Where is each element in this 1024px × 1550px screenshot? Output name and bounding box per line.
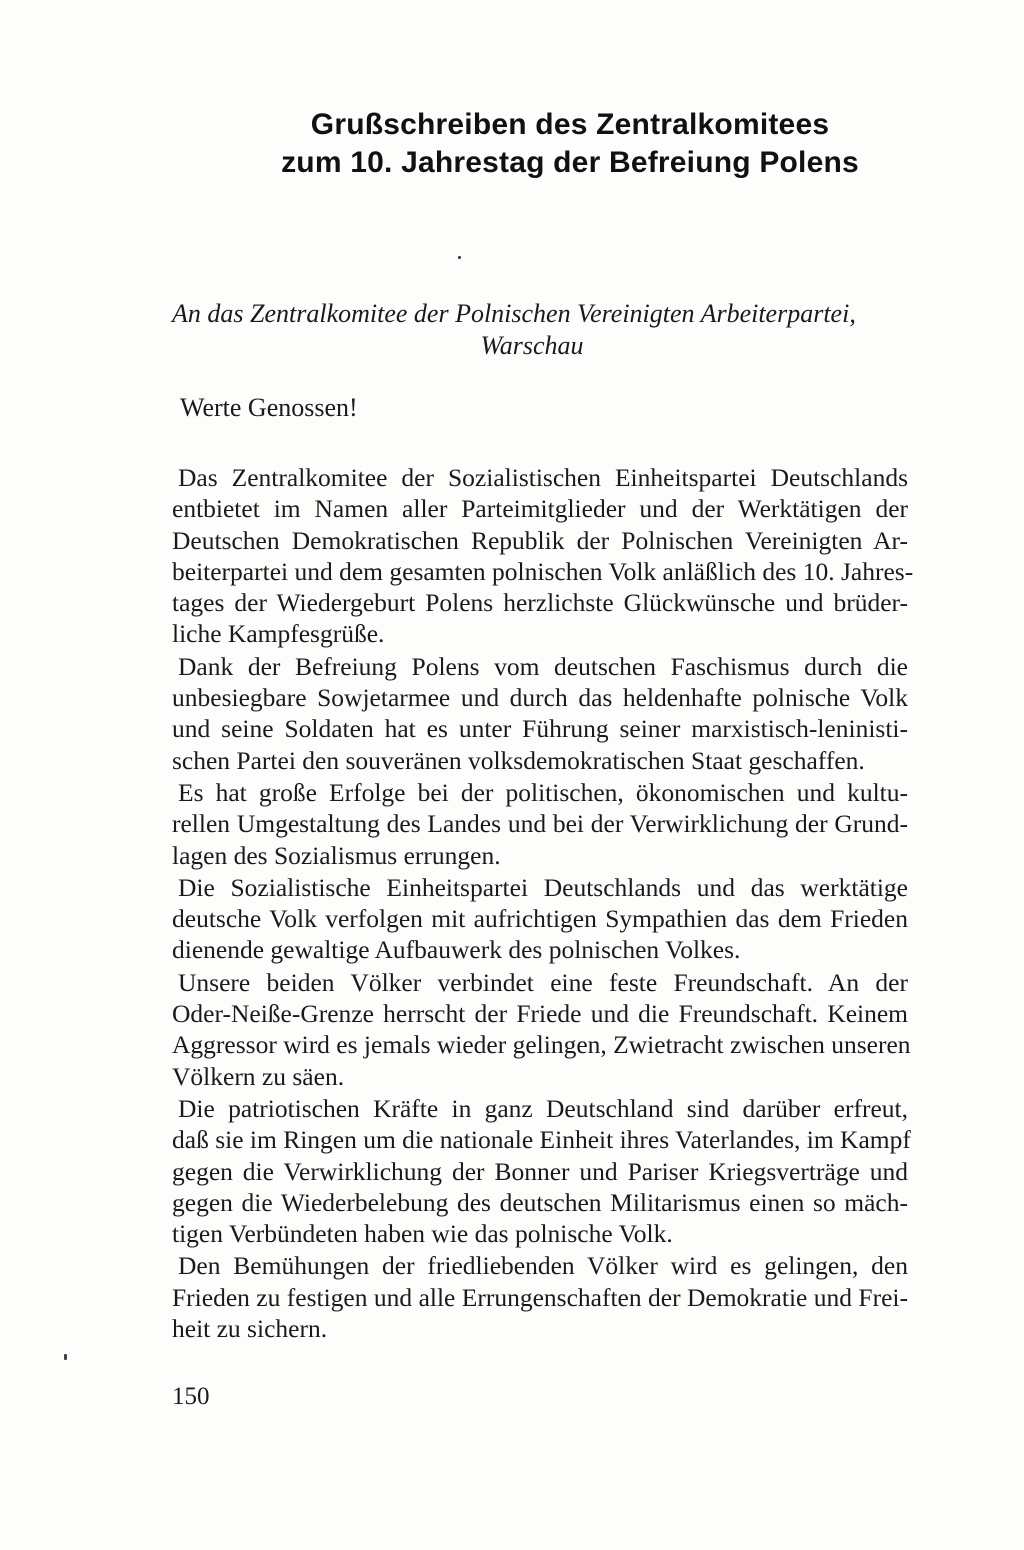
salutation: Werte Genossen! bbox=[180, 393, 358, 422]
text-line: unbesiegbare Sowjetarmee und durch das heldenhafte polnische Volk bbox=[172, 683, 908, 713]
text-line: Dank der Befreiung Polens vom deutschen Faschismus durch die bbox=[178, 651, 908, 681]
paragraph bbox=[172, 462, 914, 650]
print-speck bbox=[458, 256, 461, 259]
text-line: tages der Wiedergeburt Polens herzlichste Glückwünsche und brüder- bbox=[172, 588, 908, 618]
text-line: Oder-Neiße-Grenze herrscht der Friede und die Freundschaft. Keinem bbox=[172, 999, 908, 1029]
paragraph bbox=[172, 651, 908, 776]
paragraph bbox=[172, 777, 908, 871]
page-number: 150 bbox=[172, 1383, 210, 1410]
text-line: Die patriotischen Kräfte in ganz Deutschland sind darüber erfreut, bbox=[178, 1093, 908, 1123]
text-line: Es hat große Erfolge bei der politischen, ökonomischen und kultu- bbox=[178, 777, 908, 807]
text-line: Unsere beiden Völker verbindet eine feste Freundschaft. An der bbox=[178, 967, 908, 997]
paragraph bbox=[172, 872, 908, 966]
title-line-2: zum 10. Jahrestag der Befreiung Polens bbox=[281, 146, 859, 179]
address-line-2: Warschau bbox=[480, 331, 584, 360]
text-line: Die Sozialistische Einheitspartei Deutschlands und das werktätige bbox=[178, 872, 908, 902]
text-line: Deutschen Demokratischen Republik der Polnischen Vereinigten Ar- bbox=[172, 525, 908, 555]
text-line: liche Kampfesgrüße. bbox=[172, 619, 385, 649]
text-line: gegen die Wiederbelebung des deutschen Militarismus einen so mäch- bbox=[172, 1187, 908, 1217]
text-line: Frieden zu festigen und alle Errungenschaften der Demokratie und Frei- bbox=[172, 1282, 908, 1312]
text-line: heit zu sichern. bbox=[172, 1314, 328, 1344]
text-line: tigen Verbündeten haben wie das polnische Volk. bbox=[172, 1219, 673, 1249]
margin-speck bbox=[64, 1354, 67, 1360]
text-line: beiterpartei und dem gesamten polnischen Volk anläßlich des 10. Jahres- bbox=[172, 556, 914, 586]
paragraph bbox=[172, 1093, 911, 1249]
text-line: gegen die Verwirklichung der Bonner und Pariser Kriegsverträge und bbox=[172, 1156, 908, 1186]
text-line: und seine Soldaten hat es unter Führung seiner marxistisch-leninisti- bbox=[172, 714, 908, 744]
text-line: Aggressor wird es jemals wieder gelingen, Zwietracht zwischen unseren bbox=[172, 1030, 911, 1060]
text-line: daß sie im Ringen um die nationale Einheit ihres Vaterlandes, im Kampf bbox=[172, 1125, 911, 1155]
paragraph bbox=[172, 1250, 908, 1344]
text-line: Den Bemühungen der friedliebenden Völker wird es gelingen, den bbox=[178, 1251, 908, 1281]
text-line: entbietet im Namen aller Parteimitglieder und der Werktätigen der bbox=[172, 494, 908, 524]
text-line: lagen des Sozialismus errungen. bbox=[172, 840, 501, 870]
text-line: Das Zentralkomitee der Sozialistischen Einheitspartei Deutschlands bbox=[178, 463, 908, 492]
address-line-1: An das Zentralkomitee der Polnischen Vereinigten Arbeiterpartei, bbox=[172, 299, 856, 328]
title-line-1: Grußschreiben des Zentralkomitees bbox=[310, 108, 830, 141]
letter-body bbox=[172, 462, 914, 1344]
text-line: deutsche Volk verfolgen mit aufrichtigen Sympathien das dem Frieden bbox=[172, 904, 908, 934]
text-line: Völkern zu säen. bbox=[172, 1061, 345, 1091]
text-line: schen Partei den souveränen volksdemokratischen Staat geschaffen. bbox=[172, 745, 865, 775]
text-line: rellen Umgestaltung des Landes und bei der Verwirklichung der Grund- bbox=[172, 809, 908, 839]
paragraph bbox=[172, 967, 911, 1092]
text-line: dienende gewaltige Aufbauwerk des polnischen Volkes. bbox=[172, 935, 741, 965]
